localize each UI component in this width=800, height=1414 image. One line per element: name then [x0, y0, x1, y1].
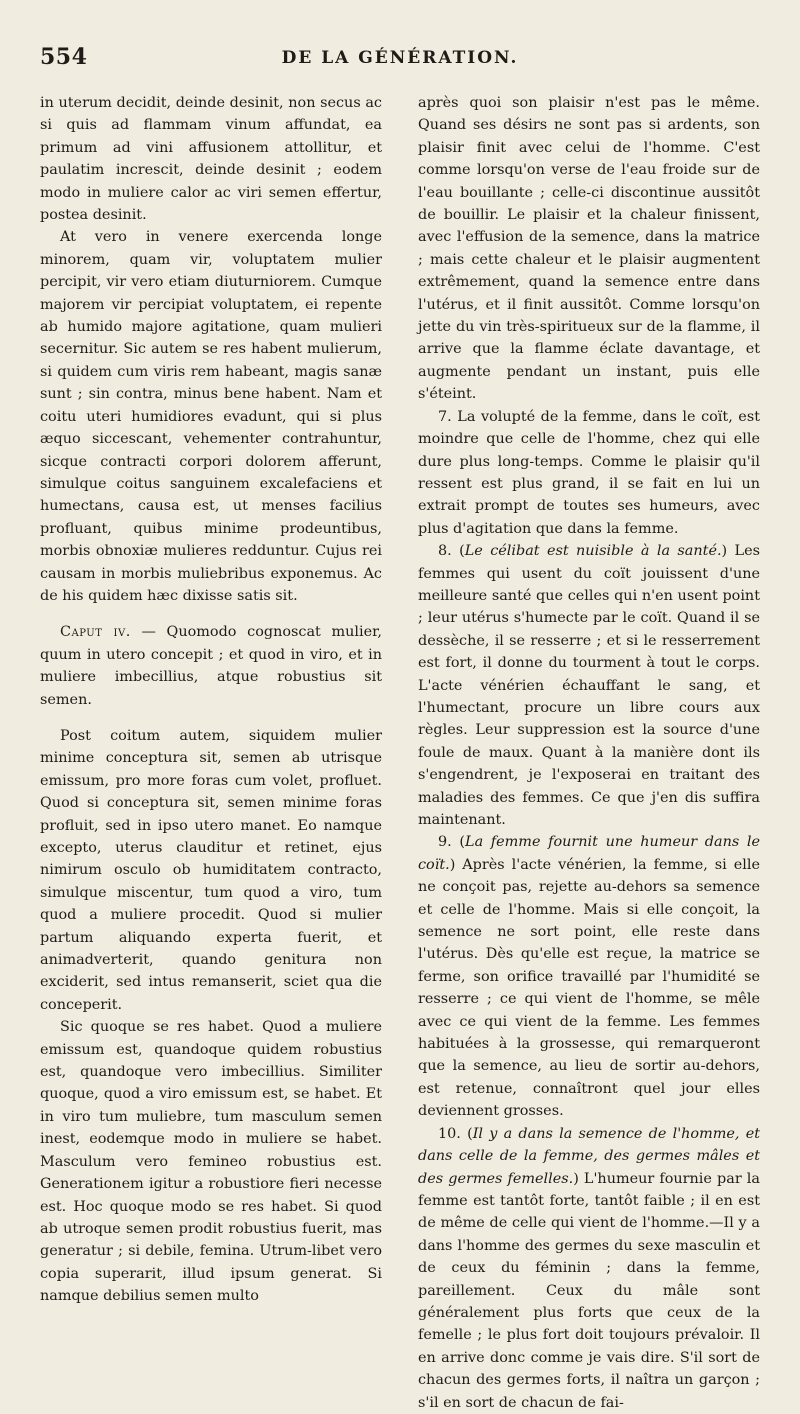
paragraph-number: 10. ( — [438, 1125, 473, 1142]
latin-paragraph: in uterum decidit, deinde desinit, non secus ac si quis ad flammam vinum affundat, ea primum ad vini affusionem attollitur, et paulatim increscit, deinde desinit ; eodem modo in muliere calor ac viri semen effertur, postea desinit. — [40, 95, 382, 224]
french-paragraph: 7. La volupté de la femme, dans le coït, est moindre que celle de l'homme, chez qui elle dure plus long-temps. Comme le plaisir qu'il ressent est plus grand, il se fait en lui un extrait prompt de toutes ses humeurs, avec plus d'agitation que dans la femme. — [418, 408, 760, 537]
french-paragraph — [418, 831, 760, 1122]
latin-paragraph: Sic quoque se res habet. Quod a muliere emissum est, quandoque quidem robustius est, quandoque vero imbecillius. Similiter quoque, quod a viro emissum est, se habet. Et in viro tum muliebre, tum masculum semen inest, eodemque modo in muliere se habet. Masculum vero femineo robustius est. Generationem igitur a robustiore fieri necesse est. Hoc quoque modo se res habet. Si quod ab utroque semen prodit robustius fuerit, mas generatur ; si debile, femina. Utrum-libet vero copia superarit, illud ipsum generat. Si namque debilius semen multo — [40, 1019, 382, 1305]
chapter-heading — [40, 621, 382, 711]
section-title: Le célibat est nuisible à la santé. — [464, 543, 722, 560]
section-title: Il y a dans la semence de l'homme, et dans celle de la femme, des germes mâles et des germes femelles. — [418, 1125, 760, 1187]
chapter-title: — Quomodo cognoscat mulier, quum in utero concepit ; et quod in viro, et in muliere imbecillius, atque robustius sit semen. — [40, 624, 382, 708]
section-title: La femme fournit une humeur dans le coït. — [418, 834, 760, 873]
latin-paragraph: At vero in venere exercenda longe minorem, quam vir, voluptatem mulier percipit, vir vero etiam diuturniorem. Cumque majorem vir percipiat voluptatem, ei repente ab humido majore agitatione, quam mulieri secernitur. Sic autem se res habent mulierum, si quidem cum viris rem habeant, magis sanæ sunt ; sin contra, minus bene habent. Nam et coitu uteri humidiores evadunt, qui si plus æquo siccescant, vehementer contrahuntur, sicque contracti corpori dolorem afferunt, simulque coitus sanguinem excalefaciens et humectans, causa est, ut menses facilius profluant, quibus minime prodeuntibus, morbis obnoxiæ mulieres redduntur. Cujus rei causam in morbis muliebribus exponemus. Ac de his quidem hæc dixisse satis sit. — [40, 229, 382, 604]
french-paragraph — [418, 1123, 760, 1414]
french-column — [418, 92, 760, 1414]
page-header — [40, 44, 760, 80]
paragraph-number: 9. ( — [438, 834, 466, 851]
page-number: 554 — [40, 44, 88, 70]
paragraph-text: ) Après l'acte vénérien, la femme, si elle ne conçoit pas, rejette au-dehors sa semence et celle de l'homme. Mais si elle conçoit, la semence ne sort point, elle reste dans l'utérus. Dès qu'elle est reçue, la matrice se ferme, son orifice travaillé par l'humidité se resserre ; ce qui vient de l'homme, se mêle avec ce qui vient de la femme. Les femmes habituées à la grossesse, qui remarqueront que la semence, au lieu de sortir au-dehors, est retenue, connaîtront quel jour elles deviennent grosses. — [418, 856, 760, 1120]
paragraph-text: ) Les femmes qui usent du coït jouissent d'une meilleure santé que celles qui n'en usent point ; leur utérus s'humecte par le coït. Quand il se dessèche, il se resserre ; et si le resserrement est fort, il donne du tourment à tout le corps. L'acte vénérien échauffant le sang, et l'humectant, procure un libre cours aux règles. Leur suppression est la source d'une foule de maux. Quant à la manière dont ils s'engendrent, je l'exposerai en traitant des maladies des femmes. Ce que j'en dis suffira maintenant. — [418, 543, 761, 828]
chapter-label: Caput iv. — [60, 624, 131, 641]
running-head: DE LA GÉNÉRATION. — [281, 48, 519, 68]
paragraph-number: 8. ( — [438, 543, 465, 560]
latin-column — [40, 92, 382, 1308]
french-paragraph — [418, 540, 760, 831]
french-paragraph: après quoi son plaisir n'est pas le même. Quand ses désirs ne sont pas si ardents, son plaisir finit avec celui de l'homme. C'est comme lorsqu'on verse de l'eau froide sur de l'eau bouillante ; celle-ci discontinue aussitôt de bouillir. Le plaisir et la chaleur finissent, avec l'effusion de la semence, dans la matrice ; mais cette chaleur et le plaisir augmentent extrêmement, quand la semence entre dans l'utérus, et il finit aussitôt. Comme lorsqu'on jette du vin très-spiritueux sur de la flamme, il arrive que la flamme éclate davantage, et augmente pendant un instant, puis elle s'éteint. — [418, 95, 760, 403]
paragraph-text: ) L'humeur fournie par la femme est tantôt forte, tantôt faible ; il en est de même de celle qui vient de l'homme.—Il y a dans l'homme des germes du sexe masculin et de ceux du féminin ; dans la femme, pareillement. Ceux du mâle sont généralement plus forts que ceux de la femelle ; le plus fort doit toujours prévaloir. Il en arrive donc comme je vais dire. S'il sort de chacun des germes forts, il naîtra un garçon ; s'il en sort de chacun de fai- — [418, 1170, 760, 1411]
latin-paragraph: Post coitum autem, siquidem mulier minime conceptura sit, semen ab utrisque emissum, pro more foras cum volet, profluet. Quod si conceptura sit, semen minime foras profluit, sed in ipso utero manet. Eo namque excepto, uterus clauditur et retinet, ejus nimirum osculo ob humiditatem contracto, simulque miscentur, tum quod a viro, tum quod a muliere procedit. Quod si mulier partum aliquando experta fuerit, et animadverterit, quando genitura non exciderit, sed intus remanserit, sciet qua die conceperit. — [40, 727, 382, 1013]
